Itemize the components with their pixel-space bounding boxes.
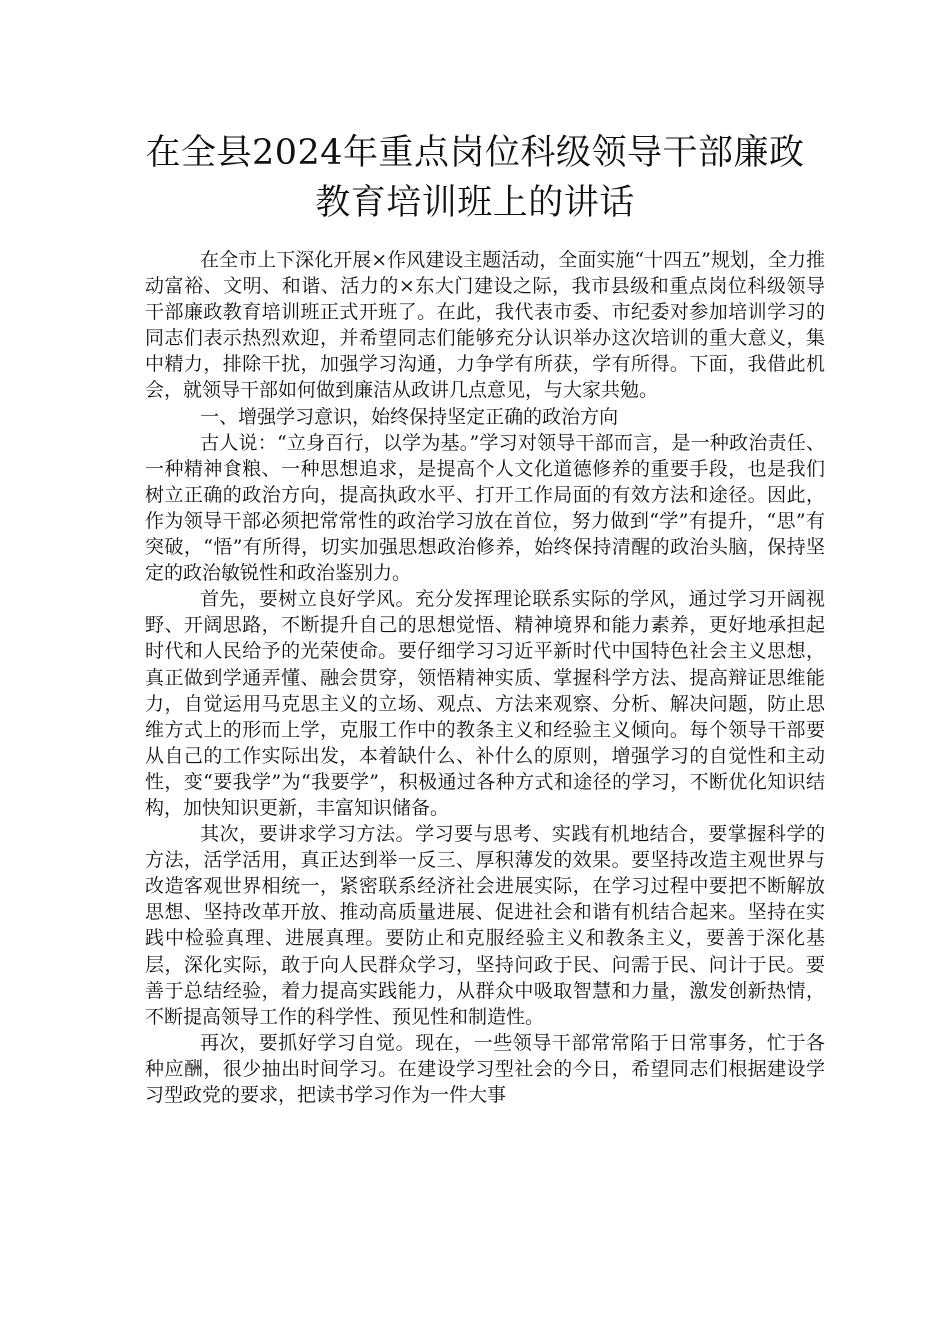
title-line-1: 在全县2024年重点岗位科级领导干部廉政 — [145, 133, 805, 173]
paragraph-intro: 在全市上下深化开展×作风建设主题活动，全面实施“十四五”规划，全力推动富裕、文明、和谐、活力的×东大门建设之际，我市县级和重点岗位科级领导干部廉政教育培训班正式开班了。在此，我代表市委、市纪委对参加培训学习的同志们表示热烈欢迎，并希望同志们能够充分认识举办这次培训的重大意义，集中精力，排除干扰，加强学习沟通，力争学有所获，学有所得。下面，我借此机会，就领导干部如何做到廉洁从政讲几点意见，与大家共勉。 — [145, 249, 825, 402]
paragraph: 古人说：“立身百行，以学为基。”学习对领导干部而言，是一种政治责任、一种精神食粮、一种思想追求，是提高个人文化道德修养的重要手段，也是我们树立正确的政治方向，提高执政水平、打开工作局面的有效方法和途径。因此，作为领导干部必须把常常性的政治学习放在首位，努力做到“学”有提升，“思”有突破，“悟”有所得，切实加强思想政治修养，始终保持清醒的政治头脑，保持坚定的政治敏锐性和政治鉴别力。 — [145, 431, 825, 585]
section-heading-1: 一、增强学习意识，始终保持坚定正确的政治方向 — [200, 405, 619, 428]
title-line-2: 教育培训班上的讲话 — [315, 183, 635, 223]
document-body — [145, 247, 825, 1108]
paragraph: 其次，要讲求学习方法。学习要与思考、实践有机地结合，要掌握科学的方法，活学活用，真正达到举一反三、厚积薄发的效果。要坚持改造主观世界与改造客观世界相统一，紧密联系经济社会进展实际，在学习过程中要把不断解放思想、坚持改革开放、推动高质量进展、促进社会和谐有机结合起来。坚持在实践中检验真理、进展真理。要防止和克服经验主义和教条主义，要善于深化基层，深化实际，敢于向人民群众学习，坚持问政于民、问需于民、问计于民。要善于总结经验，着力提高实践能力，从群众中吸取智慧和力量，激发创新热情，不断提高领导工作的科学性、预见性和制造性。 — [145, 823, 825, 1028]
paragraph: 首先，要树立良好学风。充分发挥理论联系实际的学风，通过学习开阔视野、开阔思路，不断提升自己的思想觉悟、精神境界和能力素养，更好地承担起时代和人民给予的光荣使命。要仔细学习习近平新时代中国特色社会主义思想，真正做到学通弄懂、融会贯穿，领悟精神实质、掌握科学方法、提高辩证思维能力，自觉运用马克思主义的立场、观点、方法来观察、分析、解决问题，防止思维方式上的形而上学，克服工作中的教条主义和经验主义倾向。每个领导干部要从自己的工作实际出发，本着缺什么、补什么的原则，增强学习的自觉性和主动性，变“要我学”为“我要学”，积极通过各种方式和途径的学习，不断优化知识结构，加快知识更新，丰富知识储备。 — [145, 588, 825, 819]
paragraph: 再次，要抓好学习自觉。现在，一些领导干部常常陷于日常事务，忙于各种应酬，很少抽出时间学习。在建设学习型社会的今日，希望同志们根据建设学习型政党的要求，把读书学习作为一件大事 — [145, 1031, 825, 1106]
document-title — [100, 128, 850, 228]
